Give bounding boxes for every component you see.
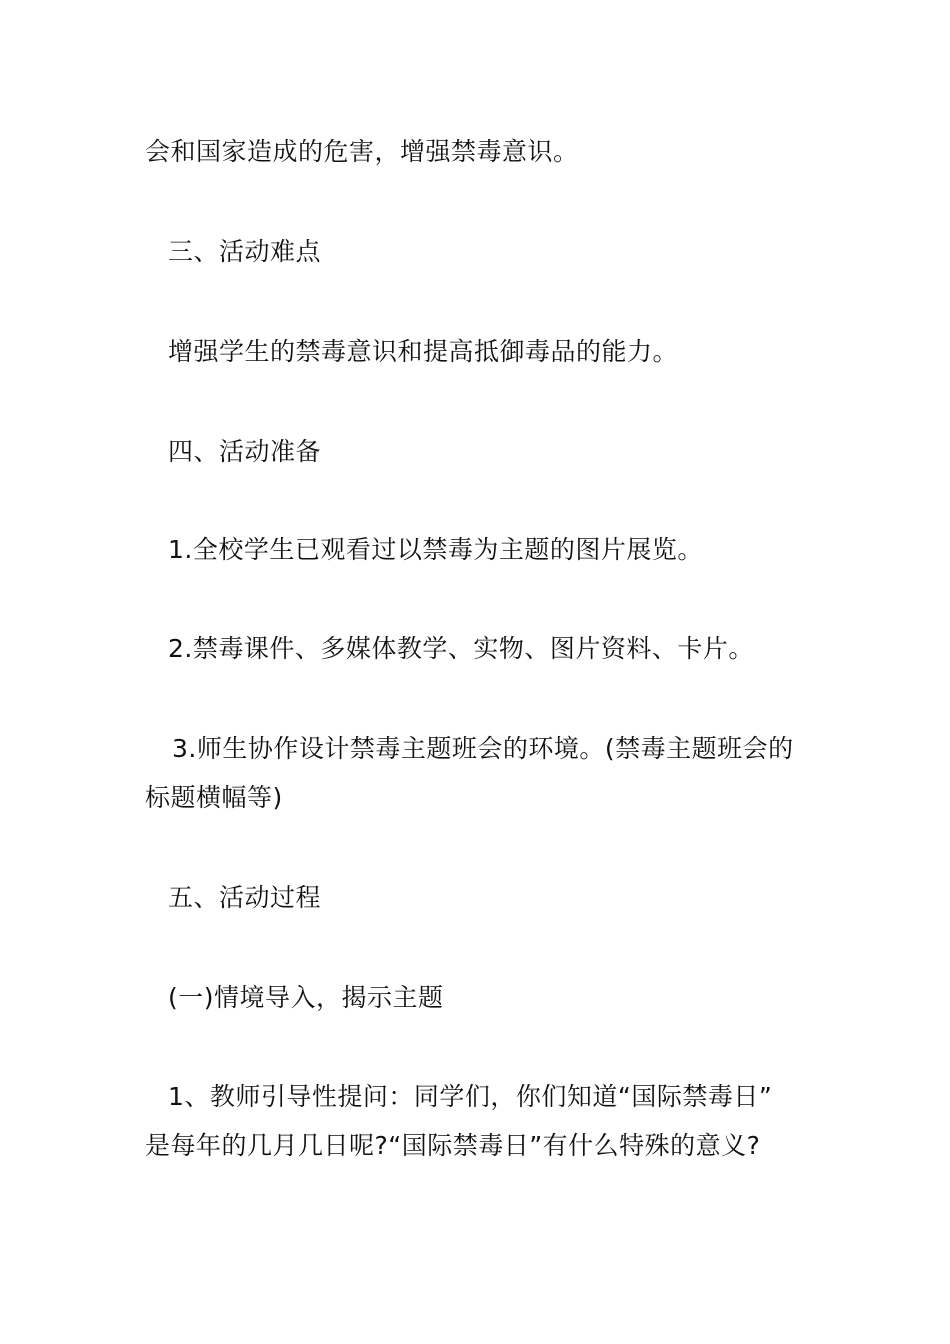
list-item: 2.禁毒课件、多媒体教学、实物、图片资料、卡片。 <box>168 634 754 663</box>
list-item: 1.全校学生已观看过以禁毒为主题的图片展览。 <box>168 535 703 564</box>
section-heading-preparation: 四、活动准备 <box>168 437 322 466</box>
paragraph-continuation: 会和国家造成的危害，增强禁毒意识。 <box>145 137 579 166</box>
question-paragraph-continuation: 是每年的几月几日呢?“国际禁毒日”有什么特殊的意义? <box>145 1131 761 1160</box>
question-paragraph: 1、教师引导性提问：同学们，你们知道“国际禁毒日” <box>168 1082 773 1111</box>
subsection-heading: (一)情境导入，揭示主题 <box>168 983 444 1012</box>
paragraph-difficulty: 增强学生的禁毒意识和提高抵御毒品的能力。 <box>168 337 679 366</box>
list-item-continuation: 标题横幅等) <box>145 783 283 812</box>
section-heading-process: 五、活动过程 <box>168 883 322 912</box>
list-item: 3.师生协作设计禁毒主题班会的环境。(禁毒主题班会的 <box>172 734 794 763</box>
section-heading-difficulty: 三、活动难点 <box>168 237 322 266</box>
